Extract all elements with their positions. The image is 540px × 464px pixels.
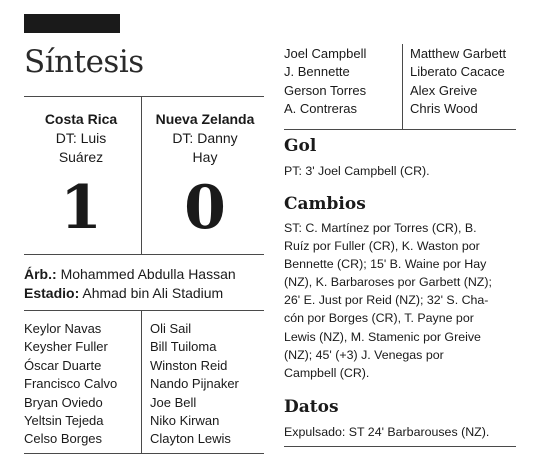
- referee-line: [24, 264, 236, 284]
- list-item: Oli Sail: [150, 321, 192, 336]
- home-lineup: [24, 320, 117, 449]
- list-item: Winston Reid: [150, 357, 228, 373]
- list-item: Alex Greive: [410, 82, 478, 98]
- cambios-line: (NZ), K. Barbaroses por Garbett (NZ);: [284, 275, 492, 290]
- cambios-text: [284, 219, 520, 382]
- home-team-name: Costa Rica: [44, 111, 118, 127]
- datos-heading: Datos: [284, 397, 339, 417]
- away-team: [143, 110, 267, 167]
- home-team: [22, 110, 140, 167]
- cambios-line: Lewis (NZ), M. Stamenic por Greive: [284, 329, 481, 344]
- list-item: Bryan Oviedo: [24, 394, 103, 410]
- divider-top-left: [24, 96, 264, 97]
- divider-top-right: [284, 129, 516, 130]
- page-title: Síntesis: [24, 44, 144, 80]
- list-item: Yeltsin Tejeda: [24, 413, 104, 429]
- list-item: Keylor Navas: [24, 321, 102, 336]
- divider-bottom-right: [284, 446, 516, 447]
- away-score: 0: [184, 173, 226, 243]
- list-item: Celso Borges: [24, 431, 103, 447]
- list-item: Óscar Duarte: [24, 357, 102, 373]
- list-item: Bill Tuiloma: [150, 339, 217, 355]
- referee-label: Árb.:: [24, 266, 57, 282]
- list-item: Chris Wood: [410, 101, 478, 117]
- divider-lineup-cont-col: [402, 44, 403, 129]
- datos-text: Expulsado: ST 24' Barbarouses (NZ).: [284, 425, 490, 439]
- list-item: Joel Campbell: [284, 46, 367, 61]
- divider-lineup-left: [24, 310, 264, 311]
- list-item: Gerson Torres: [284, 82, 367, 98]
- stadium-label: Estadio:: [24, 285, 80, 301]
- list-item: Liberato Cacace: [410, 64, 505, 80]
- cambios-line: ST: C. Martínez por Torres (CR), B.: [284, 221, 477, 235]
- home-coach-line1: DT: Luis: [55, 130, 107, 146]
- away-lineup-continued: [410, 45, 506, 119]
- list-item: A. Contreras: [284, 101, 357, 117]
- cambios-line: Ruíz por Fuller (CR), K. Waston por: [284, 239, 480, 254]
- list-item: Clayton Lewis: [150, 431, 231, 447]
- cambios-heading: Cambios: [284, 194, 366, 214]
- list-item: J. Bennette: [284, 64, 350, 80]
- gol-heading: Gol: [284, 136, 317, 156]
- referee-name: Mohammed Abdulla Hassan: [60, 266, 236, 282]
- cambios-line: Bennette (CR); 15' B. Waine por Hay: [284, 257, 487, 272]
- away-coach-line2: Hay: [192, 149, 218, 165]
- cambios-line: cón por Borges (CR), T. Payne por: [284, 311, 474, 326]
- away-lineup: [150, 320, 239, 449]
- divider-lineup-col: [141, 310, 142, 454]
- gol-text: PT: 3' Joel Campbell (CR).: [284, 164, 430, 178]
- section-marker-bar: [24, 14, 120, 33]
- stadium-line: [24, 283, 223, 303]
- stadium-name: Ahmad bin Ali Stadium: [82, 285, 224, 301]
- divider-teams: [141, 96, 142, 254]
- home-lineup-continued: [284, 45, 366, 119]
- home-coach-line2: Suárez: [58, 149, 104, 165]
- away-team-name: Nueva Zelanda: [155, 111, 255, 127]
- list-item: Joe Bell: [150, 394, 197, 410]
- divider-mid-left: [24, 254, 264, 255]
- cambios-line: 26' E. Just por Reid (NZ); 32' S. Cha-: [284, 293, 489, 308]
- divider-bottom-left: [24, 453, 264, 454]
- home-score: 1: [60, 173, 102, 243]
- list-item: Keysher Fuller: [24, 339, 108, 355]
- list-item: Nando Pijnaker: [150, 376, 239, 392]
- list-item: Niko Kirwan: [150, 413, 220, 429]
- list-item: Francisco Calvo: [24, 376, 118, 392]
- cambios-line: Campbell (CR).: [284, 365, 370, 380]
- cambios-line: (NZ); 45' (+3) J. Venegas por: [284, 347, 444, 362]
- list-item: Matthew Garbett: [410, 46, 507, 61]
- away-coach-line1: DT: Danny: [172, 130, 238, 146]
